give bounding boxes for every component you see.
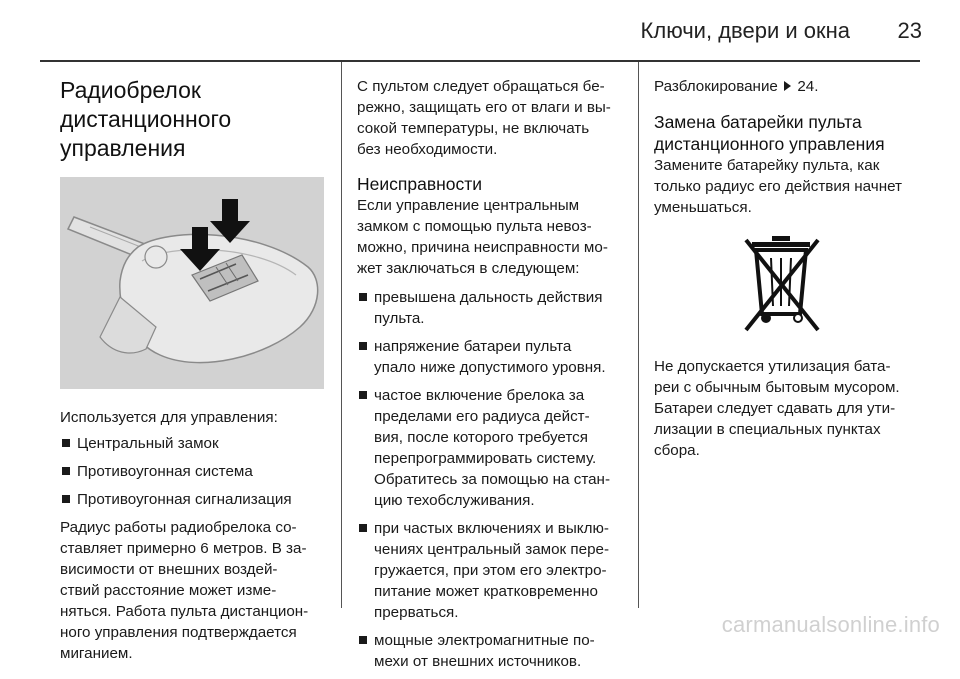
battery-heading: Замена батарейки пульта дистанционного управления [654,112,885,154]
cross-reference [654,76,920,97]
list-item: Противоугонная система [60,461,326,482]
left-column [60,76,326,664]
usage-list [60,433,326,510]
faults-intro: Если управление центральным замком с помощью пульта невоз- можно, причина неисправности мо- жет заключаться в следующем: [357,197,608,277]
column-divider-1 [341,62,342,608]
watermark: carmanualsonline.info [721,612,940,637]
list-item: при частых включениях и выклю- чениях центральный замок пере- гружается, при этом его электро- питание может кратковременно прерваться. [357,518,623,623]
range-paragraph: Радиус работы радиобрелока со- ставляет примерно 6 метров. В за- висимости от внешних воздей- ствий расстояние может изме- няться. Работа пульта дистанцион- ного управления подтверждается миганием. [60,519,309,662]
battery-intro: Замените батарейку пульта, как только радиус его действия начнет уменьшаться. [654,157,902,216]
faults-list [357,287,623,672]
cross-reference-link[interactable]: Разблокирование [654,78,778,95]
section-title: Ключи, двери и окна [640,18,850,43]
list-item: Противоугонная сигнализация [60,489,326,510]
list-item: частое включение брелока за пределами его радиуса дейст- вия, после которого требуется перепрограммировать систему. Обратитесь за помощью на стан- цию техобслуживания. [357,385,623,511]
care-paragraph: С пультом следует обращаться бе- режно, защищать его от влаги и вы- сокой температуры, не включать без необходимости. [357,78,611,158]
middle-column [357,76,623,679]
column-divider-2 [638,62,639,608]
disposal-paragraph: Не допускается утилизация бата- реи с обычным бытовым мусором. Батареи следует сдавать для ути- лизации в специальных пунктах сбора. [654,358,900,459]
crossed-out-wheelie-bin-icon [742,234,822,338]
list-item: превышена дальность действия пульта. [357,287,623,329]
list-item: напряжение батареи пульта упало ниже допустимого уровня. [357,336,623,378]
heading-line: управления [60,135,186,161]
cross-reference-page: 24. [797,78,819,95]
header-rule [40,60,920,62]
heading-line: дистанционного [60,106,232,132]
triangle-right-icon [784,81,791,91]
right-column [654,76,920,461]
remote-key-illustration [60,177,324,389]
list-item: Центральный замок [60,433,326,454]
intro-text: Используется для управления: [60,409,278,426]
page-number: 23 [897,18,922,43]
section-heading [60,76,326,163]
remote-key-svg [60,177,324,389]
faults-heading: Неисправности [357,174,483,194]
list-item: мощные электромагнитные по- мехи от внешних источников. [357,630,623,672]
heading-line: Радиобрелок [60,77,201,103]
